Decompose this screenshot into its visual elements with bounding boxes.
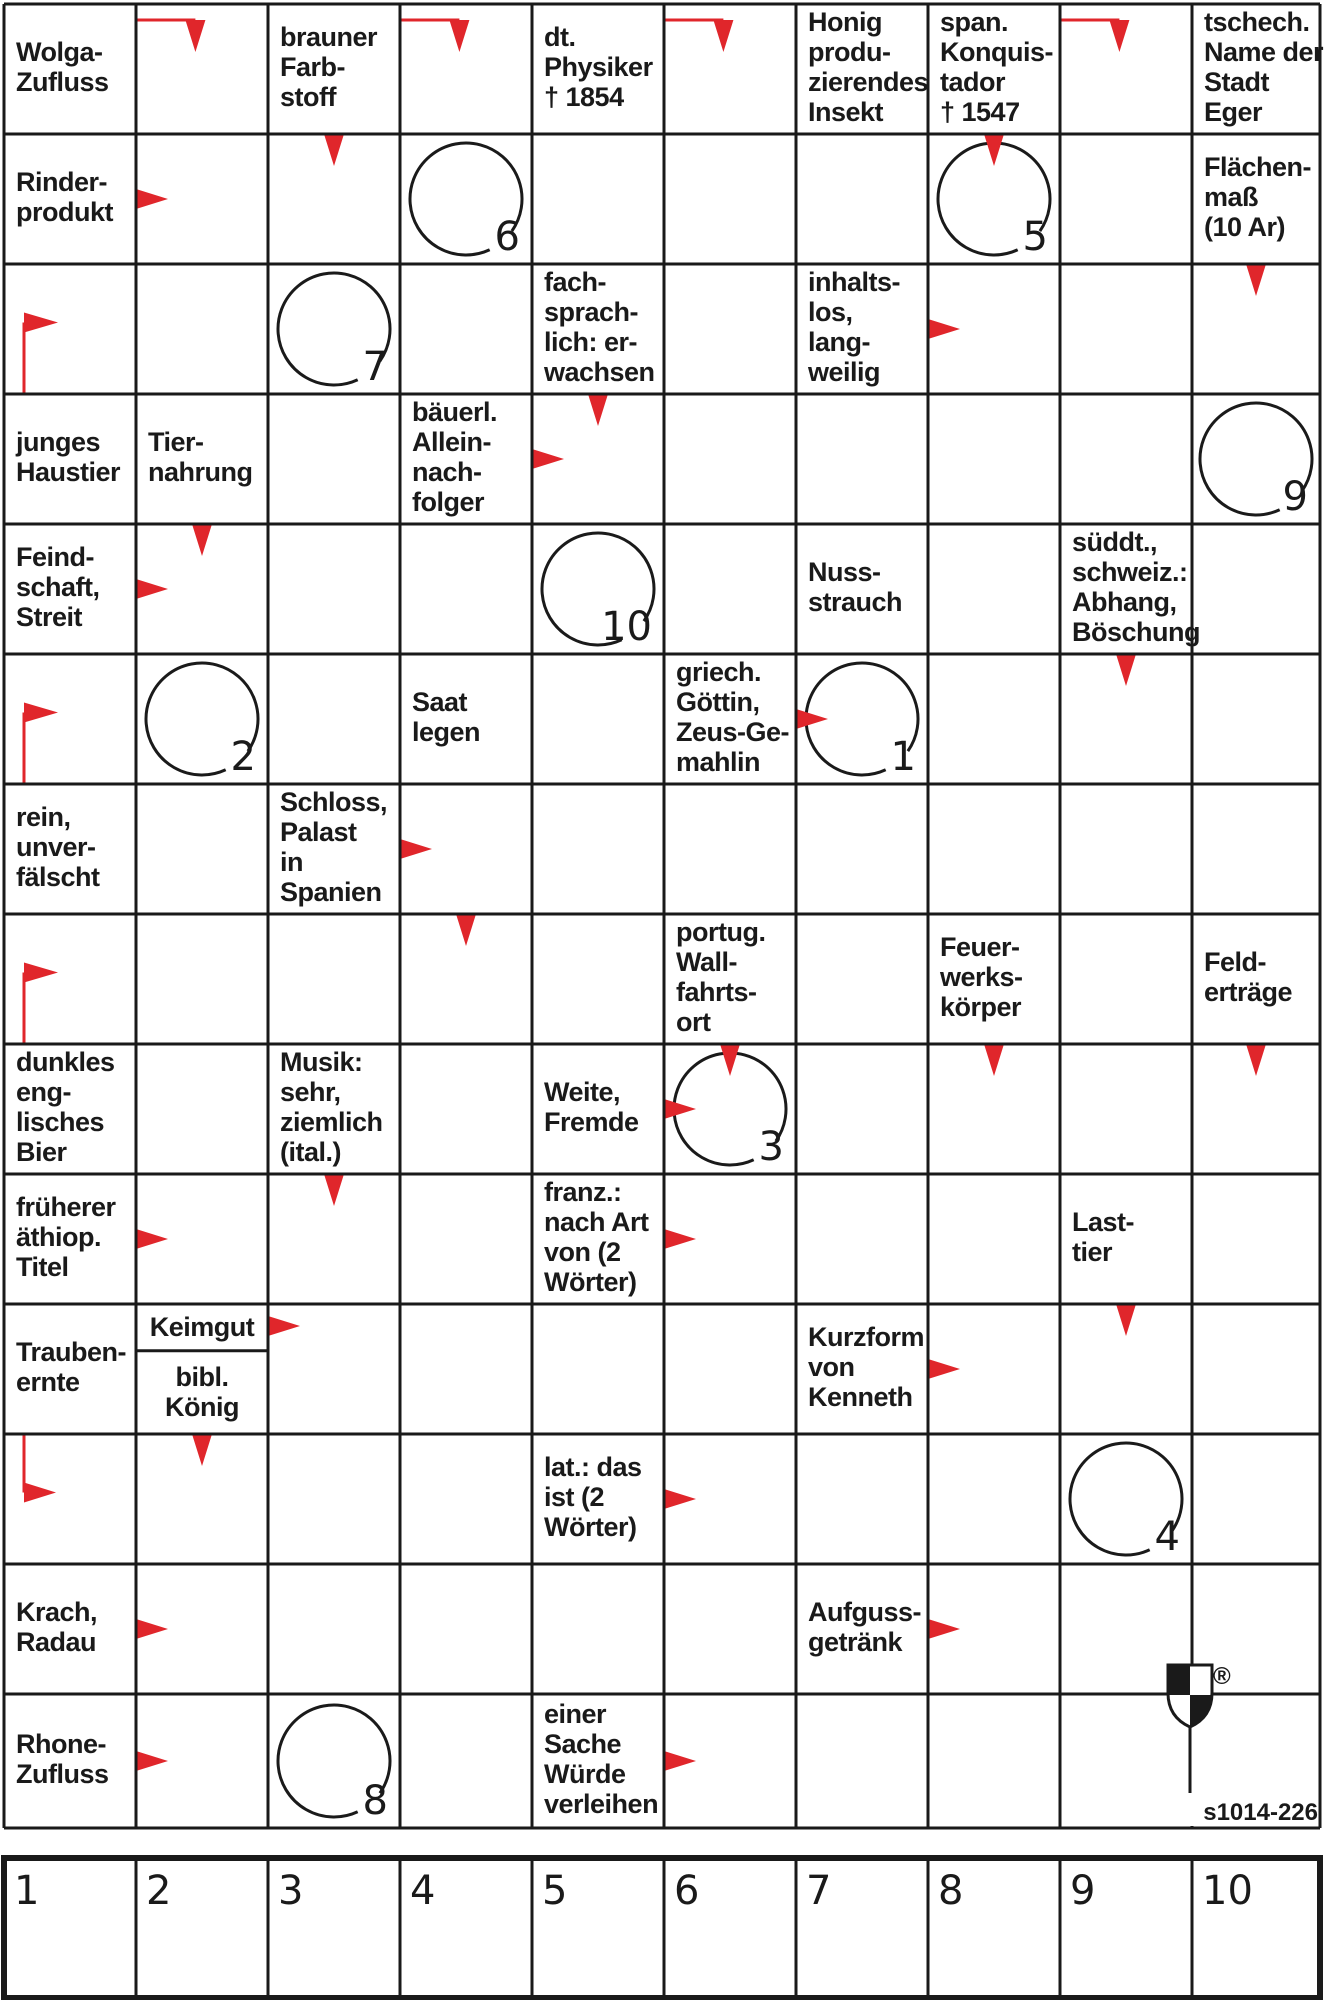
answer-cell[interactable] [928, 394, 1060, 524]
solution-number: 1 [14, 1868, 40, 1914]
solution-number: 5 [542, 1868, 568, 1914]
answer-cell[interactable] [664, 264, 796, 394]
clue-feindschaft: Feind-schaft, Streit [16, 542, 100, 632]
trademark-symbol: ® [1213, 1663, 1231, 1690]
answer-cell[interactable] [400, 524, 532, 654]
answer-cell[interactable] [1192, 654, 1320, 784]
clue-weite: Weite, Fremde [544, 1077, 639, 1137]
answer-cell[interactable] [1060, 1044, 1192, 1174]
answer-cell[interactable] [268, 1564, 400, 1694]
answer-cell[interactable] [1192, 1174, 1320, 1304]
answer-cell[interactable] [400, 1434, 532, 1564]
answer-cell[interactable] [796, 784, 928, 914]
clue-abhang: süddt., schweiz.: Abhang, Böschung [1072, 527, 1200, 647]
circle-number: 3 [758, 1124, 784, 1170]
answer-cell[interactable] [796, 1174, 928, 1304]
circle-number: 7 [362, 344, 388, 390]
clue-insekt: Honig produ-zierendes Insekt [808, 7, 929, 127]
puzzle-code: s1014-226 [1203, 1799, 1318, 1826]
clue-farbstoff: brauner Farb-stoff [280, 22, 378, 112]
clue-nachfolger: bäuerl. Allein-nach-folger [412, 397, 498, 517]
clue-titel: früherer äthiop. Titel [16, 1192, 116, 1282]
answer-cell[interactable] [136, 1044, 268, 1174]
clue-wolga: Wolga-Zufluss [16, 37, 109, 97]
answer-cell[interactable] [532, 654, 664, 784]
answer-cell[interactable] [664, 1564, 796, 1694]
solution-number: 10 [1202, 1868, 1253, 1914]
clue-feldertraege: Feld-erträge [1204, 947, 1293, 1007]
answer-cell[interactable] [796, 914, 928, 1044]
clue-kenneth: Kurzform von Kenneth [808, 1322, 924, 1412]
answer-cell[interactable] [928, 1694, 1060, 1828]
circle-number: 1 [890, 734, 916, 780]
solution-number: 7 [806, 1868, 832, 1914]
answer-cell[interactable] [796, 1434, 928, 1564]
answer-cell[interactable] [532, 1304, 664, 1434]
clue-rinderprodukt: Rinder-produkt [16, 167, 113, 227]
answer-cell[interactable] [664, 1304, 796, 1434]
answer-cell[interactable] [1060, 914, 1192, 1044]
answer-cell[interactable] [928, 784, 1060, 914]
clue-aufguss: Aufguss-getränk [808, 1597, 921, 1657]
circle-number: 4 [1154, 1514, 1180, 1560]
answer-cell[interactable] [136, 784, 268, 914]
clue-rhone: Rhone-Zufluss [16, 1729, 109, 1789]
clue-nachartvon: franz.: nach Art von (2 Wörter) [544, 1177, 649, 1297]
clue-krach: Krach, Radau [16, 1597, 98, 1657]
answer-cell[interactable] [664, 784, 796, 914]
answer-cell[interactable] [796, 1694, 928, 1828]
answer-cell[interactable] [136, 264, 268, 394]
clue-tiernahrung: Tier-nahrung [148, 427, 253, 487]
clue-wuerde: einer Sache Würde verleihen [544, 1699, 659, 1819]
clue-rein: rein, unver-fälscht [16, 802, 100, 892]
answer-cell[interactable] [1192, 524, 1320, 654]
answer-cell[interactable] [928, 1434, 1060, 1564]
answer-cell[interactable] [796, 134, 928, 264]
answer-cell[interactable] [400, 1044, 532, 1174]
answer-cell[interactable] [400, 264, 532, 394]
answer-cell[interactable] [268, 1434, 400, 1564]
answer-cell[interactable] [400, 1174, 532, 1304]
clue-flaechenmass: Flächen-maß (10 Ar) [1204, 152, 1312, 242]
answer-cell[interactable] [400, 1304, 532, 1434]
circle-number: 9 [1282, 474, 1308, 520]
circle-number: 8 [362, 1778, 388, 1824]
answer-cell[interactable] [400, 1564, 532, 1694]
answer-cell[interactable] [532, 784, 664, 914]
clue-erwachsen: fach-sprach-lich: er-wachsen [544, 267, 655, 387]
clue-schloss: Schloss, Palast in Spanien [280, 787, 388, 907]
solution-number: 8 [938, 1868, 964, 1914]
answer-cell[interactable] [1060, 784, 1192, 914]
clue-haustier: junges Haustier [16, 427, 121, 487]
clue-feuerwerk: Feuer-werks-körper [940, 932, 1023, 1022]
circle-number: 5 [1022, 214, 1048, 260]
answer-cell[interactable] [664, 524, 796, 654]
clue-bibl-koenig: bibl. König [165, 1361, 239, 1422]
answer-cell[interactable] [928, 1174, 1060, 1304]
clue-eger: tschech. Name der Stadt Eger [1204, 7, 1324, 127]
answer-cell[interactable] [1060, 134, 1192, 264]
answer-cell[interactable] [1060, 264, 1192, 394]
answer-cell[interactable] [928, 654, 1060, 784]
circle-number: 6 [494, 214, 520, 260]
clue-nussstrauch: Nuss-strauch [808, 557, 903, 617]
clue-traubenernte: Trauben-ernte [16, 1337, 127, 1397]
answer-cell[interactable] [796, 1044, 928, 1174]
answer-cell[interactable] [1060, 394, 1192, 524]
answer-cell[interactable] [136, 914, 268, 1044]
answer-cell[interactable] [664, 134, 796, 264]
solution-number: 6 [674, 1868, 700, 1914]
clue-physiker: dt. Physiker † 1854 [544, 22, 653, 112]
answer-cell[interactable] [268, 394, 400, 524]
clue-musik: Musik: sehr, ziemlich (ital.) [280, 1047, 383, 1167]
solution-number: 2 [146, 1868, 172, 1914]
answer-cell[interactable] [664, 394, 796, 524]
solution-row [4, 1858, 1320, 1998]
clue-langweilig: inhalts-los, lang-weilig [808, 267, 901, 387]
answer-cell[interactable] [400, 1694, 532, 1828]
solution-number: 4 [410, 1868, 436, 1914]
clue-saatlegen: Saat legen [412, 687, 481, 747]
clue-goettin: griech. Göttin, Zeus-Ge-mahlin [676, 657, 790, 777]
solution-number: 9 [1070, 1868, 1096, 1914]
circle-number: 2 [230, 734, 256, 780]
solution-number: 3 [278, 1868, 304, 1914]
clue-konquistador: span. Konquis-tador † 1547 [940, 7, 1053, 127]
clue-wallfahrt: portug. Wall-fahrts-ort [676, 917, 766, 1037]
answer-cell[interactable] [796, 394, 928, 524]
clue-keimgut: Keimgut [149, 1312, 255, 1342]
answer-cell[interactable] [268, 524, 400, 654]
answer-cell[interactable] [1192, 1434, 1320, 1564]
clue-bier: dunkles eng-lisches Bier [16, 1047, 115, 1167]
answer-cell[interactable] [532, 914, 664, 1044]
answer-cell[interactable] [928, 524, 1060, 654]
answer-cell[interactable] [1192, 1304, 1320, 1434]
clue-lasttier: Last-tier [1072, 1207, 1135, 1267]
answer-cell[interactable] [268, 654, 400, 784]
answer-cell[interactable] [532, 134, 664, 264]
circle-number: 10 [601, 604, 652, 650]
clue-dasist: lat.: das ist (2 Wörter) [544, 1452, 642, 1542]
answer-cell[interactable] [532, 1564, 664, 1694]
answer-cell[interactable] [1192, 784, 1320, 914]
answer-cell[interactable] [268, 914, 400, 1044]
